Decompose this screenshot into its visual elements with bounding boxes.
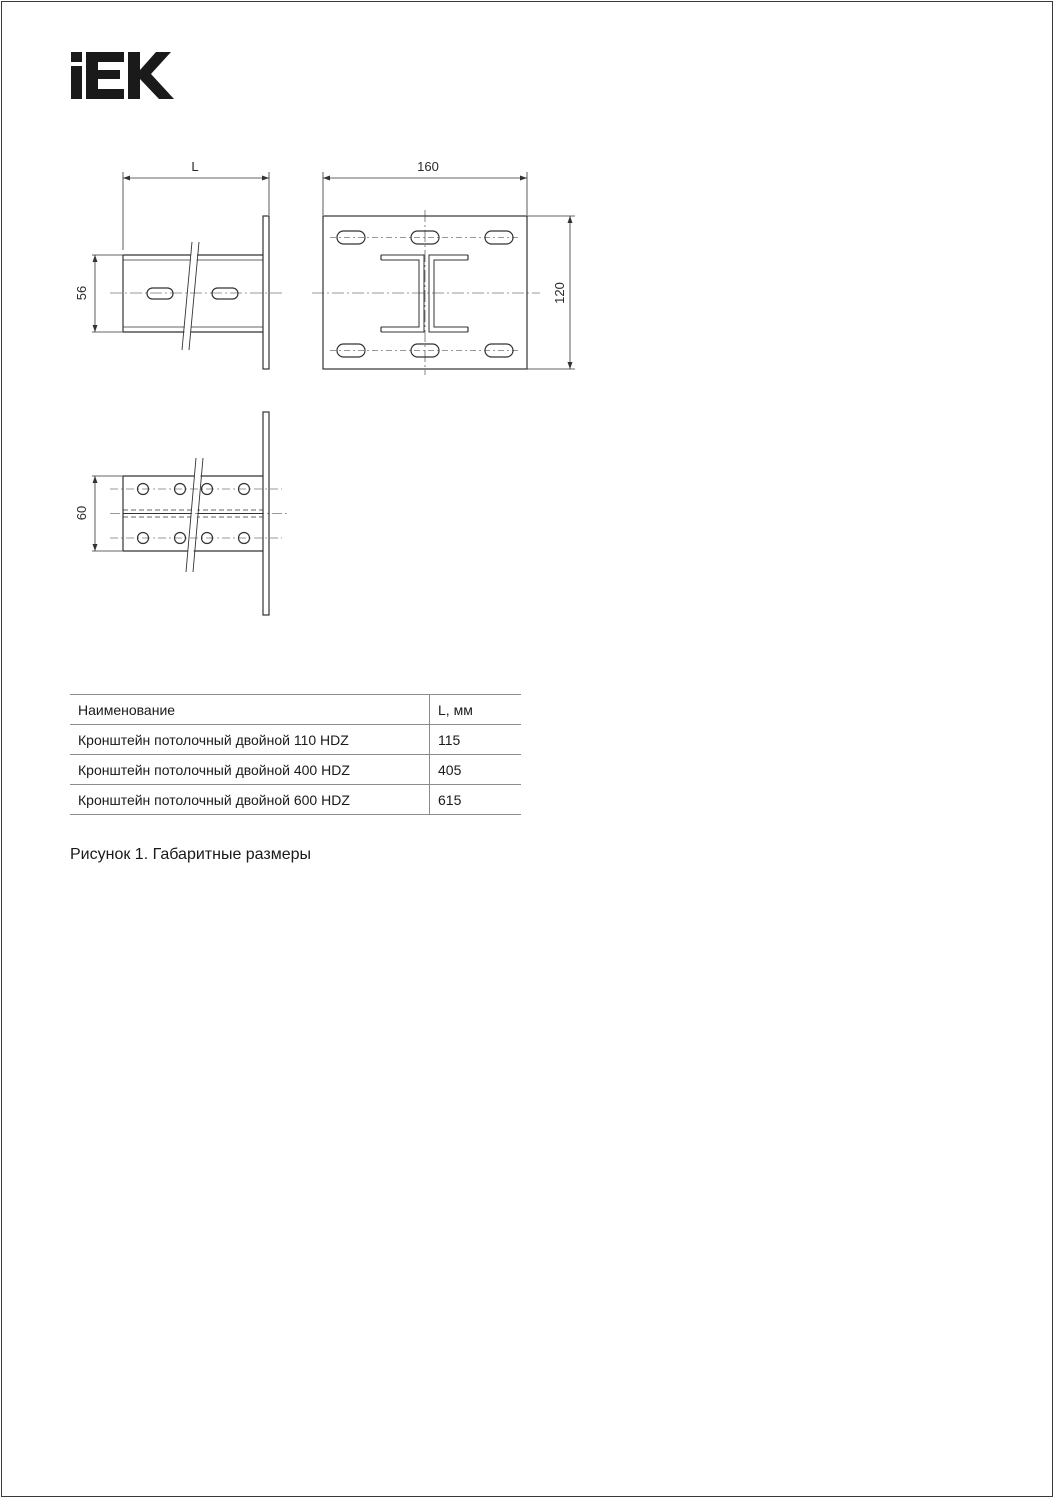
side-view xyxy=(92,172,285,369)
table-header-row xyxy=(70,695,521,725)
table-row xyxy=(70,755,521,785)
cell-name: Кронштейн потолочный двойной 110 HDZ xyxy=(70,725,430,755)
dim-label-profile-height: 56 xyxy=(74,285,89,301)
cell-length: 405 xyxy=(430,755,522,785)
dim-label-top-view-height: 60 xyxy=(74,505,89,521)
top-view xyxy=(92,412,290,615)
header-name: Наименование xyxy=(70,695,430,725)
dim-label-plate-width: 160 xyxy=(417,159,439,174)
table-row xyxy=(70,725,521,755)
cell-length: 115 xyxy=(430,725,522,755)
cell-name: Кронштейн потолочный двойной 600 HDZ xyxy=(70,785,430,815)
spec-table xyxy=(70,694,521,815)
cell-length: 615 xyxy=(430,785,522,815)
header-length: L, мм xyxy=(430,695,522,725)
technical-drawing xyxy=(0,0,1056,640)
table-row xyxy=(70,785,521,815)
figure-caption: Рисунок 1. Габаритные размеры xyxy=(70,846,312,863)
dim-label-plate-height: 120 xyxy=(552,282,567,304)
front-view xyxy=(312,172,575,375)
cell-name: Кронштейн потолочный двойной 400 HDZ xyxy=(70,755,430,785)
dim-label-length: L xyxy=(191,159,199,174)
